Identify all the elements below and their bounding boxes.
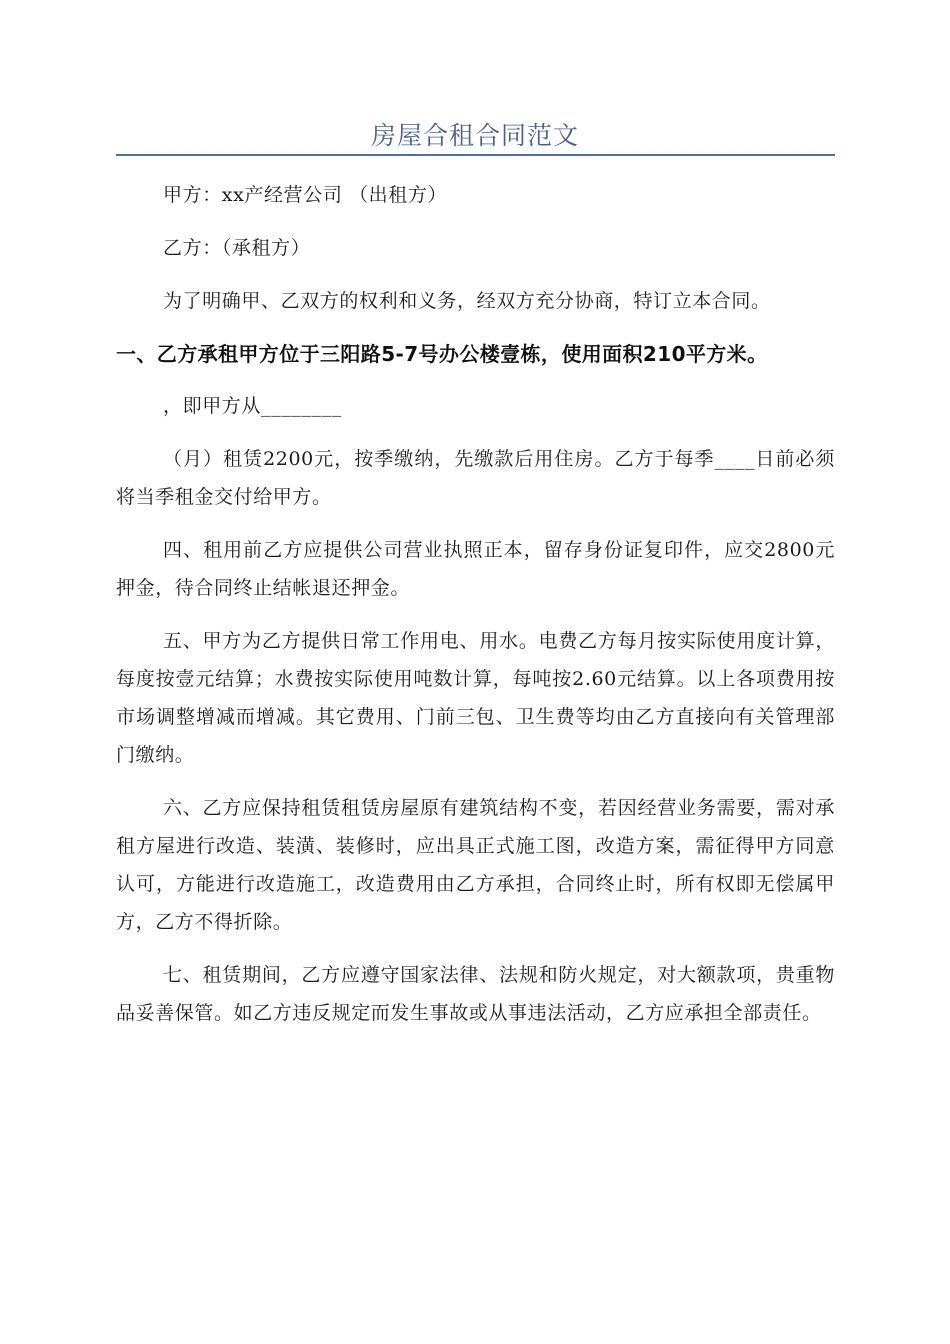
clause-1-heading: 一、乙方承租甲方位于三阳路5-7号办公楼壹栋，使用面积210平方米。: [116, 342, 768, 366]
document-title: 房屋合租合同范文: [370, 121, 579, 150]
title-underline: [116, 154, 835, 156]
clause-7-paragraph: 七、租赁期间，乙方应遵守国家法律、法规和防火规定，对大额款项，贵重物品妥善保管。如乙方违反规定而发生事故或从事违法活动，乙方应承担全部责任。: [116, 964, 835, 1024]
intro-paragraph: 为了明确甲、乙双方的权利和义务，经双方充分协商，特订立本合同。: [163, 290, 771, 312]
clause-6-paragraph: 六、乙方应保持租赁租赁房屋原有建筑结构不变，若因经营业务需要，需对承租方屋进行改造、装潢、装修时，应出具正式施工图，改造方案，需征得甲方同意认可，方能进行改造施工，改造费用由乙方承担，合同终止时，所有权即无偿属甲方，乙方不得折除。: [116, 797, 835, 933]
clause-2-paragraph: ，即甲方从________: [163, 395, 342, 417]
party-a-line: 甲方：xx产经营公司 （出租方）: [163, 184, 448, 206]
party-b-line: 乙方：（承租方）: [163, 237, 311, 259]
clause-4-paragraph: 四、租用前乙方应提供公司营业执照正本，留存身份证复印件，应交2800元押金，待合同终止结帐退还押金。: [116, 539, 835, 599]
clause-5-paragraph: 五、甲方为乙方提供日常工作用电、用水。电费乙方每月按实际使用度计算，每度按壹元结算；水费按实际使用吨数计算，每吨按2.60元结算。以上各项费用按市场调整增减而增减。其它费用、门前三包、卫生费等均由乙方直接向有关管理部门缴纳。: [116, 630, 835, 766]
document-body: [116, 176, 835, 1047]
clause-3-paragraph: （月）租赁2200元，按季缴纳，先缴款后用住房。乙方于每季____日前必须将当季租金交付给甲方。: [116, 448, 835, 508]
